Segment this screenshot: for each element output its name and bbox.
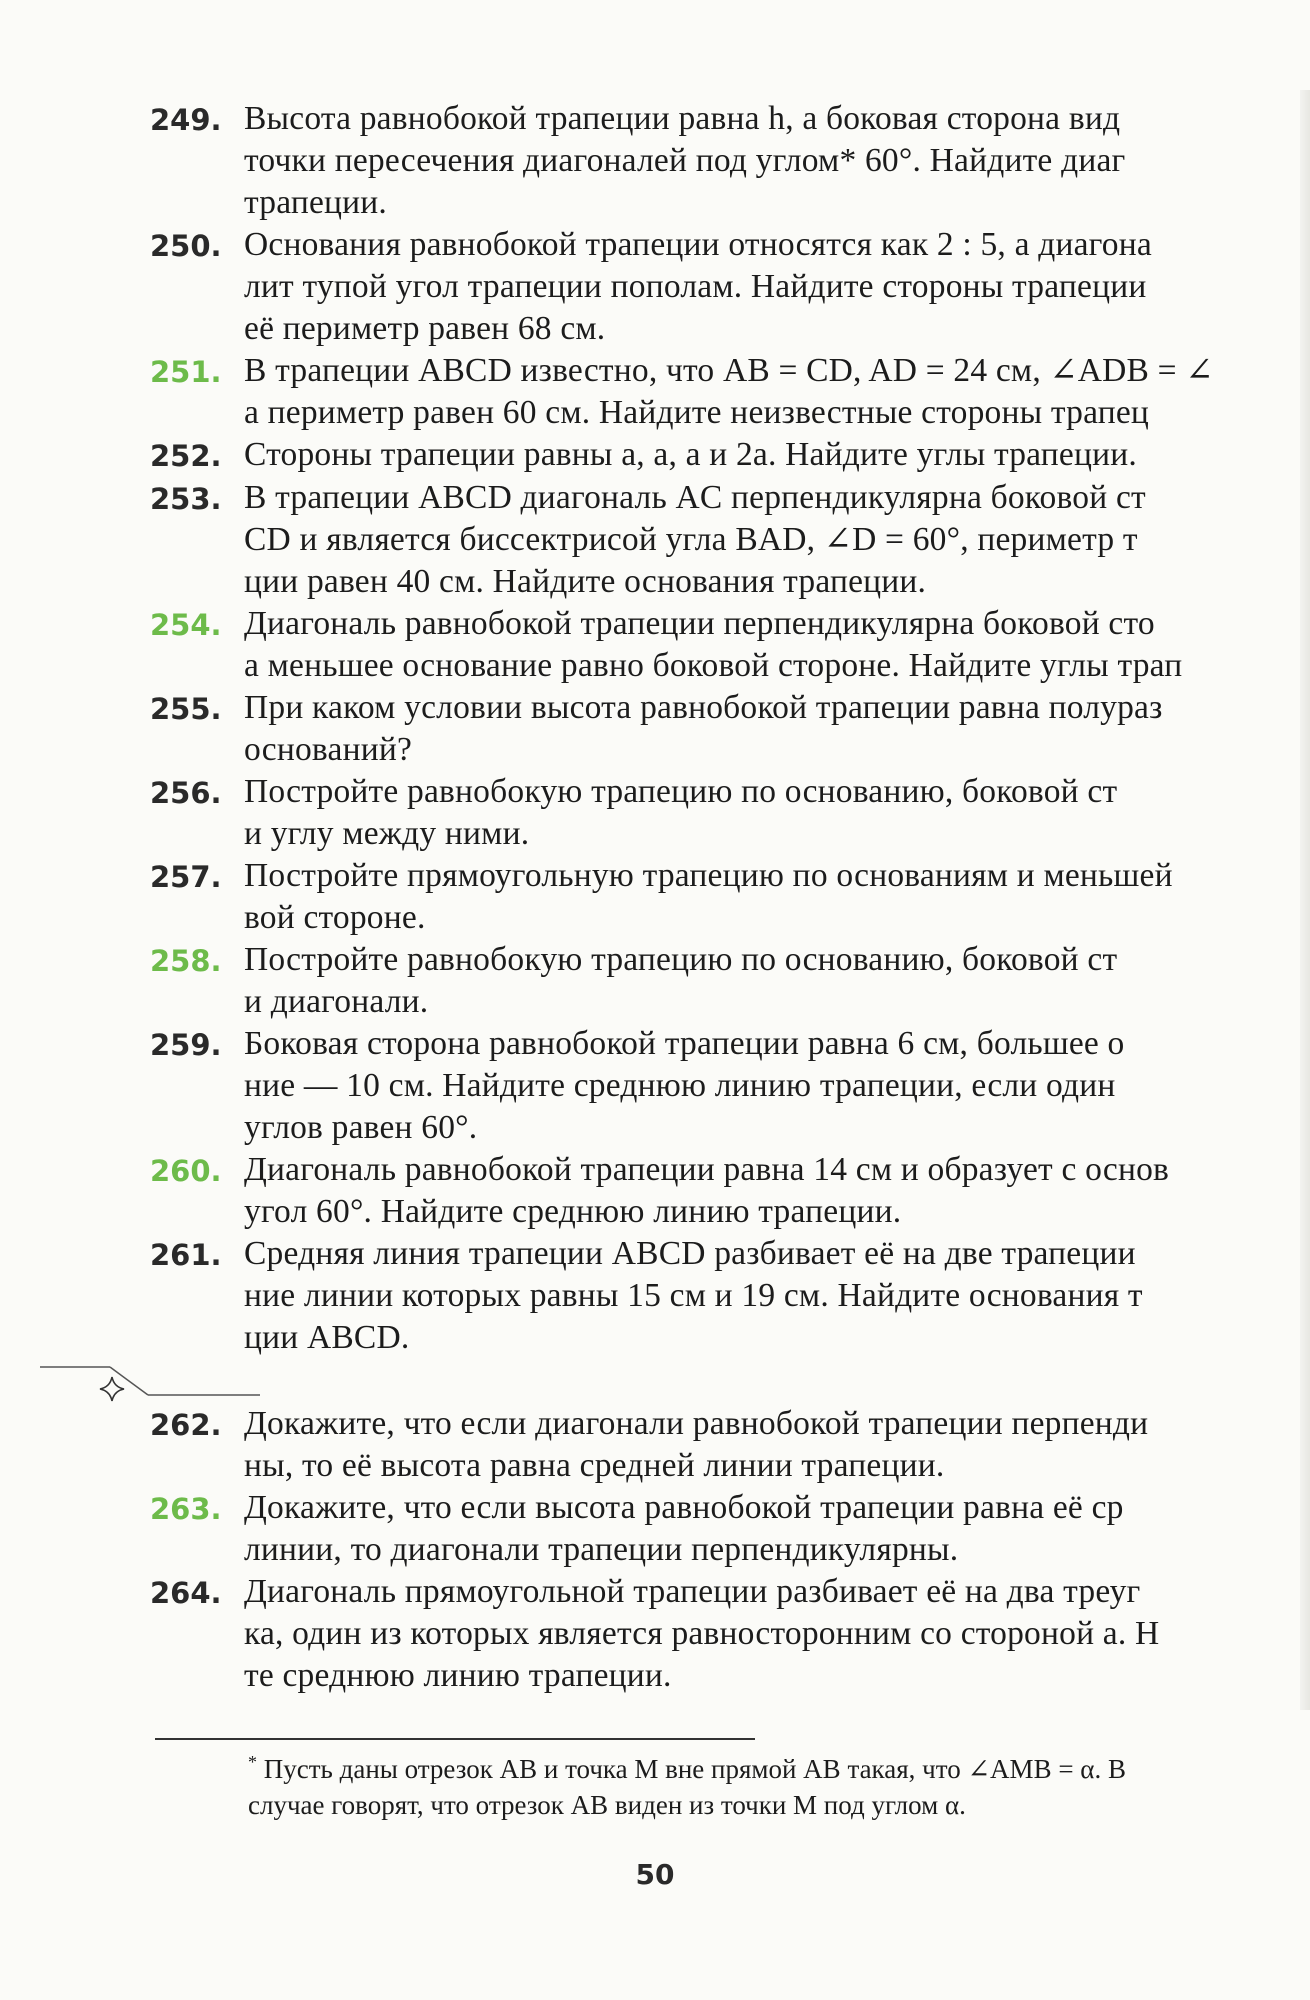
problem-item — [150, 224, 1310, 350]
footnote — [248, 1744, 1310, 1823]
problem-text: Докажите, что если высота равнобокой трапеции равна её ср линии, то диагонали трапеции перпендикулярны. — [244, 1489, 1124, 1568]
page-number: 50 — [635, 1858, 675, 1891]
section-gap — [150, 1359, 1310, 1403]
problem-number: 261. — [150, 1238, 222, 1272]
problem-number: 258. — [150, 944, 222, 978]
problem-number: 251. — [150, 355, 222, 389]
problem-number: 260. — [150, 1154, 222, 1188]
problem-text: Постройте прямоугольную трапецию по основаниям и меньшей вой стороне. — [244, 857, 1173, 936]
problem-number: 249. — [150, 103, 222, 137]
problem-group-advanced — [150, 1403, 1310, 1697]
problem-text: Диагональ прямоугольной трапеции разбивает её на два треуг ка, один из которых является равносторонним со стороной a. Н те среднюю линию трапеции. — [244, 1573, 1160, 1694]
problem-text: Высота равнобокой трапеции равна h, а боковая сторона вид точки пересечения диагоналей под углом* 60°. Найдите диаг трапеции. — [244, 100, 1126, 221]
problem-item — [150, 1487, 1310, 1571]
problem-number: 256. — [150, 776, 222, 810]
footnote-marker: * — [248, 1752, 257, 1772]
problem-item — [150, 939, 1310, 1023]
problem-text: Основания равнобокой трапеции относятся как 2 : 5, а диагона лит тупой угол трапеции пополам. Найдите стороны трапеции её периметр равен 68 см. — [244, 226, 1152, 347]
difficulty-divider — [40, 1365, 260, 1405]
problem-item — [150, 1023, 1310, 1149]
problem-number: 262. — [150, 1408, 222, 1442]
problem-text: Боковая сторона равнобокой трапеции равна 6 см, большее о ние — 10 см. Найдите среднюю линию трапеции, если один углов равен 60°. — [244, 1025, 1125, 1146]
problem-item — [150, 771, 1310, 855]
problem-number: 254. — [150, 608, 222, 642]
problem-text: Диагональ равнобокой трапеции перпендикулярна боковой сто а меньшее основание равно боковой стороне. Найдите углы трап — [244, 605, 1183, 684]
diamond-star-icon — [100, 1377, 124, 1401]
problem-number: 252. — [150, 439, 222, 473]
problem-text: При каком условии высота равнобокой трапеции равна полураз оснований? — [244, 689, 1163, 768]
problem-number: 259. — [150, 1028, 222, 1062]
problem-number: 263. — [150, 1492, 222, 1526]
footnote-rule — [155, 1738, 755, 1740]
problem-text: Постройте равнобокую трапецию по основанию, боковой ст и углу между ними. — [244, 773, 1118, 852]
problem-list — [150, 98, 1310, 1697]
problem-number: 257. — [150, 860, 222, 894]
problem-item — [150, 98, 1310, 224]
problem-text: Средняя линия трапеции ABCD разбивает её на две трапеции ние линии которых равны 15 см и 19 см. Найдите основания т ции ABCD. — [244, 1235, 1143, 1356]
problem-item — [150, 1403, 1310, 1487]
problem-item — [150, 434, 1310, 477]
problem-text: Постройте равнобокую трапецию по основанию, боковой ст и диагонали. — [244, 941, 1118, 1020]
problem-item — [150, 1149, 1310, 1233]
problem-text: Диагональ равнобокой трапеции равна 14 см и образует с основ угол 60°. Найдите среднюю линию трапеции. — [244, 1151, 1170, 1230]
problem-number: 255. — [150, 692, 222, 726]
footnote-text: Пусть даны отрезок AB и точка M вне прямой AB такая, что ∠AMB = α. В случае говорят, что отрезок AB виден из точки M под углом α. — [248, 1754, 1126, 1820]
problem-item — [150, 603, 1310, 687]
problem-text: Докажите, что если диагонали равнобокой трапеции перпенди ны, то её высота равна средней линии трапеции. — [244, 1405, 1149, 1484]
problem-group-basic — [150, 98, 1310, 1359]
problem-text: Стороны трапеции равны a, a, a и 2a. Найдите углы трапеции. — [244, 436, 1137, 473]
problem-item — [150, 1571, 1310, 1697]
problem-number: 250. — [150, 229, 222, 263]
problem-item — [150, 855, 1310, 939]
problem-item — [150, 477, 1310, 603]
problem-number: 253. — [150, 482, 222, 516]
problem-item — [150, 687, 1310, 771]
problem-text: В трапеции ABCD известно, что AB = CD, AD = 24 см, ∠ADB = ∠ а периметр равен 60 см. Найдите неизвестные стороны трапец — [244, 352, 1214, 431]
problem-number: 264. — [150, 1576, 222, 1610]
problem-text: В трапеции ABCD диагональ AC перпендикулярна боковой ст CD и является биссектрисой угла BAD, ∠D = 60°, периметр т ции равен 40 см. Найдите основания трапеции. — [244, 479, 1146, 600]
problem-item — [150, 350, 1310, 434]
problem-item — [150, 1233, 1310, 1359]
